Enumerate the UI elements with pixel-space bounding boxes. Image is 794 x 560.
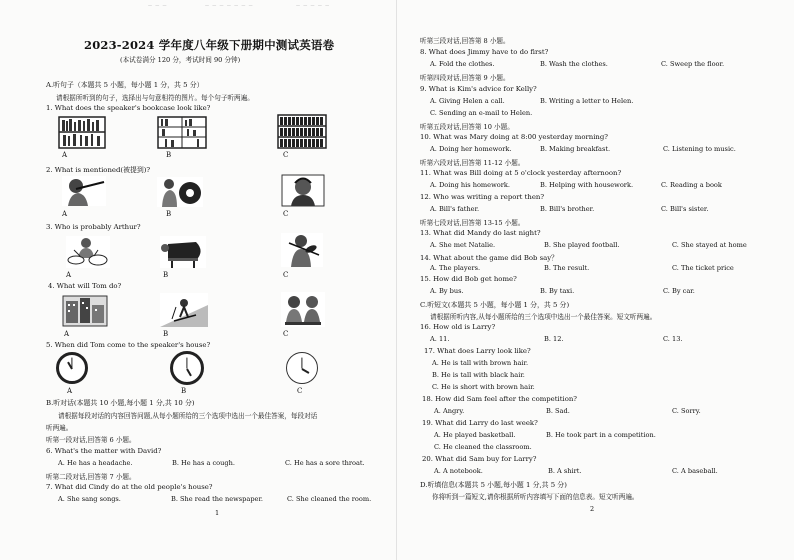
question-12-text: 12. Who was writing a report then? [420,193,545,201]
q6-option-b: B. He has a cough. [172,459,235,467]
q16-option-c: C. 13. [663,335,683,343]
section-c-heading: C.听短文(本题共 5 小题，每小题 1 分，共 5 分) [420,301,570,309]
q15-option-c: C. By car. [663,287,695,295]
q17-option-c: C. He is short with brown hair. [432,383,535,391]
question-8-text: 8. What does Jimmy have to do first? [420,48,549,56]
clock-picture-b [170,351,204,385]
q14-option-a: A. The players. [430,264,481,272]
q20-option-a: A. A notebook. [434,467,483,475]
question-15-text: 15. How did Bob get home? [420,275,517,283]
q3-label-b: B [163,271,169,279]
q12-option-c: C. Bill's sister. [661,205,709,213]
q8-option-c: C. Sweep the floor. [661,60,725,68]
page-number-2: 2 [590,505,595,513]
q19-option-b: B. He took part in a competition. [546,431,656,439]
dialogue-1-note: 听第一段对话,回答第 6 小题。 [46,436,136,444]
q7-option-a: A. She sang songs. [58,495,121,503]
question-6-text: 6. What's the matter with David? [46,447,162,455]
cello-player-picture-b [157,177,203,207]
q18-option-b: B. Sad. [546,407,570,415]
question-9-text: 9. What is Kim's advice for Kelly? [420,85,537,93]
q2-label-a: A [62,210,68,218]
building-picture-a [62,295,108,327]
singer-picture-c [281,174,325,207]
clock-c-minute-hand [301,358,302,369]
question-10-text: 10. What was Mary doing at 8:00 yesterday morning? [420,133,608,141]
question-20-text: 20. What did Sam buy for Larry? [422,455,537,463]
q9-option-a: A. Giving Helen a call. [430,97,505,105]
dialogue-5-note: 听第五段对话,回答第 10 小题。 [420,123,514,131]
q20-option-c: C. A baseball. [672,467,718,475]
q12-option-a: A. Bill's father. [430,205,480,213]
q3-label-c: C [283,271,289,279]
violinist-picture-c [281,233,323,267]
drummer-picture-a [66,236,110,268]
q8-option-a: A. Fold the clothes. [430,60,495,68]
question-2-text: 2. What is mentioned(被提到)? [46,166,151,174]
q13-option-b: B. She played football. [544,241,620,249]
section-a-instruction: 请根据所听到的句子，选择出与句意相符的图片。每个句子听两遍。 [56,94,254,102]
q9-option-c: C. Sending an e-mail to Helen. [430,109,533,117]
q14-option-c: C. The ticket price [672,264,734,272]
flute-player-picture-a [62,176,106,206]
section-b-instruction-line-1: 请根据每段对话的内容回答问题,从每小题所给的三个选项中选出一个最佳答案，每段对话 [58,412,318,420]
q11-option-c: C. Reading a book [661,181,722,189]
exam-subtitle: (本试卷满分 120 分，考试时间 90 分钟) [120,56,241,64]
q8-option-b: B. Wash the clothes. [540,60,608,68]
clock-picture-c [286,352,318,384]
q6-option-c: C. He has a sore throat. [285,459,365,467]
q3-label-a: A [66,271,72,279]
q13-option-c: C. She stayed at home [672,241,747,249]
question-1-text: 1. What does the speaker's bookcase look like? [46,104,211,112]
bookcase-picture-b [157,116,207,149]
q11-option-b: B. Helping with housework. [540,181,634,189]
q19-option-a: A. He played basketball. [434,431,516,439]
dialogue-7-note: 听第七段对话,回答第 13-15 小题。 [420,219,525,227]
q11-option-a: A. Doing his homework. [430,181,510,189]
section-d-heading: D.听填信息(本题共 5 小题,每小题 1 分,共 5 分) [420,481,567,489]
pianist-picture-b [160,236,206,268]
q9-option-b: B. Writing a letter to Helen. [540,97,634,105]
question-18-text: 18. How did Sam feel after the competition? [422,395,577,403]
q18-option-c: C. Sorry. [672,407,701,415]
q5-label-b: B [181,387,187,395]
dialogue-6-note: 听第六段对话,回答第 11-12 小题。 [420,159,525,167]
clock-b-minute-hand [186,358,187,369]
q4-label-a: A [64,330,70,338]
q5-label-a: A [67,387,73,395]
q4-label-b: B [163,330,169,338]
question-16-text: 16. How old is Larry? [420,323,496,331]
q18-option-a: A. Angry. [434,407,465,415]
question-11-text: 11. What was Bill doing at 5 o'clock yesterday afternoon? [420,169,622,177]
dialogue-4-note: 听第四段对话,回答第 9 小题。 [420,74,510,82]
q5-label-c: C [297,387,303,395]
bookcase-picture-a [58,116,106,149]
q1-label-a: A [62,151,68,159]
section-c-instruction: 请根据所听内容,从每小题所给的三个选项中选出一个最佳答案。短文听两遍。 [430,313,657,321]
q20-option-b: B. A shirt. [548,467,582,475]
q16-option-b: B. 12. [544,335,564,343]
q10-option-b: B. Making breakfast. [540,145,611,153]
dialogue-3-note: 听第三段对话,回答第 8 小题。 [420,37,510,45]
q19-option-c: C. He cleaned the classroom. [434,443,532,451]
q10-option-a: A. Doing her homework. [430,145,512,153]
q15-option-a: A. By bus. [430,287,464,295]
section-d-instruction: 你将听到一篇短文,请你根据所听内容填写下面的信息表。短文听两遍。 [432,493,639,501]
q6-option-a: A. He has a headache. [58,459,133,467]
q14-option-b: B. The result. [544,264,590,272]
dialogue-2-note: 听第二段对话,回答第 7 小题。 [46,473,136,481]
clock-c-hour-hand [302,368,310,374]
q1-label-c: C [283,151,289,159]
bookcase-picture-c [277,114,327,149]
q17-option-b: B. He is tall with black hair. [432,371,525,379]
question-17-text: 17. What does Larry look like? [424,347,531,355]
q10-option-c: C. Listening to music. [663,145,736,153]
exam-title: 2023-2024 学年度八年级下册期中测试英语卷 [84,38,335,52]
q4-label-c: C [283,330,289,338]
page-number-1: 1 [215,509,220,517]
q13-option-a: A. She met Natalie. [430,241,496,249]
section-b-heading: B.听对话(本题共 10 小题,每小题 1 分,共 10 分) [46,399,195,407]
top-mark-right: — — — — — [296,2,331,7]
question-13-text: 13. What did Mandy do last night? [420,229,541,237]
q7-option-c: C. She cleaned the room. [287,495,372,503]
q7-option-b: B. She read the newspaper. [171,495,263,503]
q15-option-b: B. By taxi. [540,287,575,295]
section-a-heading: A.听句子（本题共 5 小题，每小题 1 分，共 5 分） [46,81,204,89]
top-mark-left: — — — [148,2,168,7]
clock-b-hour-hand [186,369,192,377]
clock-a-minute-hand [71,358,72,369]
top-mark-middle: — — — — — — — [205,2,254,7]
q2-label-b: B [166,210,172,218]
q12-option-b: B. Bill's brother. [540,205,595,213]
q16-option-a: A. 11. [430,335,450,343]
skiing-picture-b [160,293,208,327]
kids-picture-c [281,292,325,327]
q2-label-c: C [283,210,289,218]
question-19-text: 19. What did Larry do last week? [422,419,538,427]
page-two [397,0,794,560]
q17-option-a: A. He is tall with brown hair. [432,359,529,367]
question-5-text: 5. When did Tom come to the speaker's house? [46,341,211,349]
question-14-text: 14. What about the game did Bob say？ [420,254,559,262]
question-4-text: 4. What will Tom do? [48,282,122,290]
question-7-text: 7. What did Cindy do at the old people's house? [46,483,213,491]
section-b-instruction-line-2: 听两遍。 [46,424,73,432]
question-3-text: 3. Who is probably Arthur? [46,223,141,231]
q1-label-b: B [166,151,172,159]
clock-picture-a [56,352,88,384]
